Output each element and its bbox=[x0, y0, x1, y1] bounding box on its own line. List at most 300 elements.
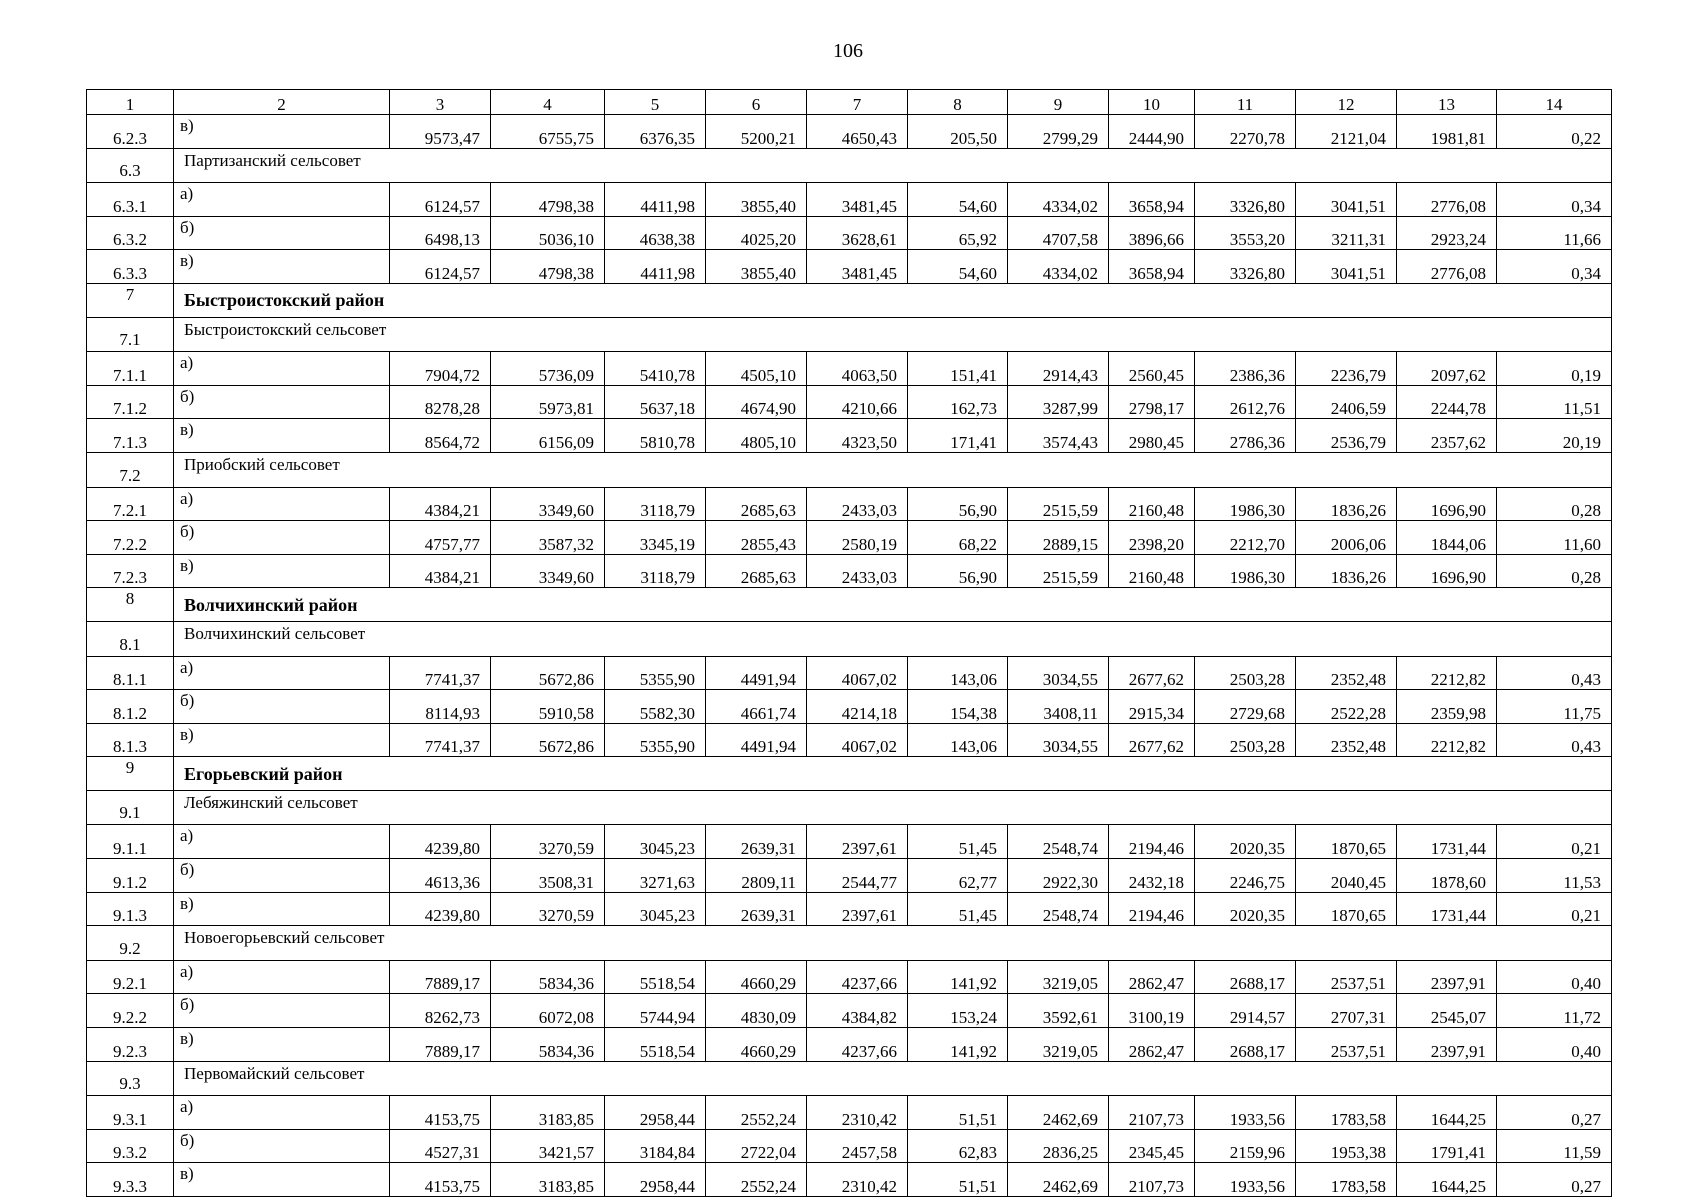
value-cell: 5834,36 bbox=[491, 1028, 605, 1062]
value-cell: 1878,60 bbox=[1397, 859, 1497, 893]
value-cell: 3041,51 bbox=[1296, 250, 1397, 284]
column-number: 4 bbox=[491, 90, 605, 115]
value-cell: 2160,48 bbox=[1109, 487, 1195, 521]
value-cell: 1783,58 bbox=[1296, 1163, 1397, 1197]
value-cell: 5518,54 bbox=[605, 960, 706, 994]
value-cell: 2580,19 bbox=[807, 521, 908, 555]
value-cell: 4334,02 bbox=[1008, 183, 1109, 217]
value-cell: 3481,45 bbox=[807, 183, 908, 217]
row-code: 9.1.2 bbox=[87, 859, 174, 893]
value-cell: 4323,50 bbox=[807, 419, 908, 453]
row-type: б) bbox=[174, 690, 390, 724]
row-type: а) bbox=[174, 960, 390, 994]
row-code: 9.2 bbox=[87, 926, 174, 961]
value-cell: 3628,61 bbox=[807, 216, 908, 250]
value-cell: 51,51 bbox=[908, 1096, 1008, 1130]
value-cell: 0,27 bbox=[1497, 1163, 1612, 1197]
value-cell: 4063,50 bbox=[807, 352, 908, 386]
row-type: в) bbox=[174, 723, 390, 757]
value-cell: 4214,18 bbox=[807, 690, 908, 724]
value-cell: 5355,90 bbox=[605, 723, 706, 757]
row-code: 7.2.1 bbox=[87, 487, 174, 521]
value-cell: 4025,20 bbox=[706, 216, 807, 250]
value-cell: 51,51 bbox=[908, 1163, 1008, 1197]
value-cell: 2160,48 bbox=[1109, 554, 1195, 588]
row-type: а) bbox=[174, 825, 390, 859]
table-row bbox=[87, 1028, 1612, 1062]
value-cell: 2552,24 bbox=[706, 1163, 807, 1197]
value-cell: 0,28 bbox=[1497, 554, 1612, 588]
value-cell: 0,19 bbox=[1497, 352, 1612, 386]
value-cell: 2729,68 bbox=[1195, 690, 1296, 724]
table-row bbox=[87, 419, 1612, 453]
row-type: а) bbox=[174, 487, 390, 521]
row-code: 9.1.3 bbox=[87, 892, 174, 926]
value-cell: 4384,21 bbox=[390, 487, 491, 521]
value-cell: 2798,17 bbox=[1109, 385, 1195, 419]
row-code: 8.1.2 bbox=[87, 690, 174, 724]
value-cell: 4660,29 bbox=[706, 1028, 807, 1062]
column-number: 9 bbox=[1008, 90, 1109, 115]
value-cell: 4757,77 bbox=[390, 521, 491, 555]
column-number: 1 bbox=[87, 90, 174, 115]
row-type: в) bbox=[174, 554, 390, 588]
value-cell: 6124,57 bbox=[390, 183, 491, 217]
value-cell: 2386,36 bbox=[1195, 352, 1296, 386]
value-cell: 3034,55 bbox=[1008, 723, 1109, 757]
value-cell: 2397,61 bbox=[807, 825, 908, 859]
value-cell: 141,92 bbox=[908, 1028, 1008, 1062]
row-type: б) bbox=[174, 859, 390, 893]
value-cell: 2915,34 bbox=[1109, 690, 1195, 724]
row-type: а) bbox=[174, 183, 390, 217]
value-cell: 2398,20 bbox=[1109, 521, 1195, 555]
value-cell: 7889,17 bbox=[390, 960, 491, 994]
value-cell: 2097,62 bbox=[1397, 352, 1497, 386]
value-cell: 4660,29 bbox=[706, 960, 807, 994]
value-cell: 2522,28 bbox=[1296, 690, 1397, 724]
table-row bbox=[87, 352, 1612, 386]
value-cell: 1953,38 bbox=[1296, 1129, 1397, 1163]
row-type: а) bbox=[174, 1096, 390, 1130]
value-cell: 2462,69 bbox=[1008, 1163, 1109, 1197]
value-cell: 2722,04 bbox=[706, 1129, 807, 1163]
row-code: 8.1.1 bbox=[87, 656, 174, 690]
value-cell: 5637,18 bbox=[605, 385, 706, 419]
value-cell: 3855,40 bbox=[706, 250, 807, 284]
value-cell: 6376,35 bbox=[605, 115, 706, 149]
value-cell: 2688,17 bbox=[1195, 1028, 1296, 1062]
value-cell: 2688,17 bbox=[1195, 960, 1296, 994]
value-cell: 1791,41 bbox=[1397, 1129, 1497, 1163]
value-cell: 2515,59 bbox=[1008, 554, 1109, 588]
row-type: в) bbox=[174, 1163, 390, 1197]
value-cell: 2159,96 bbox=[1195, 1129, 1296, 1163]
value-cell: 2889,15 bbox=[1008, 521, 1109, 555]
value-cell: 151,41 bbox=[908, 352, 1008, 386]
value-cell: 5582,30 bbox=[605, 690, 706, 724]
table-row bbox=[87, 994, 1612, 1028]
value-cell: 3045,23 bbox=[605, 892, 706, 926]
table-row bbox=[87, 521, 1612, 555]
value-cell: 2444,90 bbox=[1109, 115, 1195, 149]
value-cell: 0,21 bbox=[1497, 892, 1612, 926]
row-type: а) bbox=[174, 656, 390, 690]
value-cell: 2236,79 bbox=[1296, 352, 1397, 386]
value-cell: 5672,86 bbox=[491, 723, 605, 757]
value-cell: 20,19 bbox=[1497, 419, 1612, 453]
value-cell: 2040,45 bbox=[1296, 859, 1397, 893]
value-cell: 3408,11 bbox=[1008, 690, 1109, 724]
value-cell: 2707,31 bbox=[1296, 994, 1397, 1028]
value-cell: 0,28 bbox=[1497, 487, 1612, 521]
value-cell: 8114,93 bbox=[390, 690, 491, 724]
value-cell: 4239,80 bbox=[390, 892, 491, 926]
value-cell: 1696,90 bbox=[1397, 554, 1497, 588]
value-cell: 3326,80 bbox=[1195, 250, 1296, 284]
column-number: 2 bbox=[174, 90, 390, 115]
value-cell: 3421,57 bbox=[491, 1129, 605, 1163]
row-code: 7.1.3 bbox=[87, 419, 174, 453]
council-title: Новоегорьевский сельсовет bbox=[174, 926, 1612, 961]
district-row bbox=[87, 757, 1612, 791]
value-cell: 7904,72 bbox=[390, 352, 491, 386]
value-cell: 3287,99 bbox=[1008, 385, 1109, 419]
value-cell: 8262,73 bbox=[390, 994, 491, 1028]
value-cell: 2397,91 bbox=[1397, 1028, 1497, 1062]
value-cell: 3896,66 bbox=[1109, 216, 1195, 250]
row-code: 8.1 bbox=[87, 621, 174, 656]
row-code: 7 bbox=[87, 283, 174, 317]
value-cell: 2212,70 bbox=[1195, 521, 1296, 555]
value-cell: 205,50 bbox=[908, 115, 1008, 149]
value-cell: 3592,61 bbox=[1008, 994, 1109, 1028]
value-cell: 2503,28 bbox=[1195, 656, 1296, 690]
district-title: Быстроистокский район bbox=[174, 283, 1612, 317]
tariff-table bbox=[86, 89, 1612, 1197]
value-cell: 2544,77 bbox=[807, 859, 908, 893]
value-cell: 5736,09 bbox=[491, 352, 605, 386]
value-cell: 3271,63 bbox=[605, 859, 706, 893]
value-cell: 2433,03 bbox=[807, 554, 908, 588]
column-number: 12 bbox=[1296, 90, 1397, 115]
value-cell: 143,06 bbox=[908, 656, 1008, 690]
row-code: 9.2.2 bbox=[87, 994, 174, 1028]
row-type: в) bbox=[174, 115, 390, 149]
value-cell: 2914,43 bbox=[1008, 352, 1109, 386]
value-cell: 4237,66 bbox=[807, 960, 908, 994]
value-cell: 4830,09 bbox=[706, 994, 807, 1028]
value-cell: 143,06 bbox=[908, 723, 1008, 757]
value-cell: 2548,74 bbox=[1008, 825, 1109, 859]
value-cell: 4334,02 bbox=[1008, 250, 1109, 284]
table-row bbox=[87, 825, 1612, 859]
value-cell: 2020,35 bbox=[1195, 825, 1296, 859]
value-cell: 11,66 bbox=[1497, 216, 1612, 250]
value-cell: 1981,81 bbox=[1397, 115, 1497, 149]
row-code: 6.3.1 bbox=[87, 183, 174, 217]
district-title: Волчихинский район bbox=[174, 588, 1612, 622]
value-cell: 4411,98 bbox=[605, 250, 706, 284]
value-cell: 2862,47 bbox=[1109, 960, 1195, 994]
row-type: б) bbox=[174, 1129, 390, 1163]
column-number: 13 bbox=[1397, 90, 1497, 115]
value-cell: 56,90 bbox=[908, 554, 1008, 588]
value-cell: 3211,31 bbox=[1296, 216, 1397, 250]
value-cell: 54,60 bbox=[908, 183, 1008, 217]
row-code: 9 bbox=[87, 757, 174, 791]
value-cell: 3270,59 bbox=[491, 892, 605, 926]
council-row bbox=[87, 621, 1612, 656]
row-type: б) bbox=[174, 521, 390, 555]
table-row bbox=[87, 1163, 1612, 1197]
table-row bbox=[87, 554, 1612, 588]
value-cell: 3587,32 bbox=[491, 521, 605, 555]
row-type: в) bbox=[174, 250, 390, 284]
row-code: 8.1.3 bbox=[87, 723, 174, 757]
value-cell: 2537,51 bbox=[1296, 1028, 1397, 1062]
value-cell: 2194,46 bbox=[1109, 892, 1195, 926]
column-number: 6 bbox=[706, 90, 807, 115]
district-row bbox=[87, 283, 1612, 317]
value-cell: 5910,58 bbox=[491, 690, 605, 724]
value-cell: 3034,55 bbox=[1008, 656, 1109, 690]
value-cell: 4527,31 bbox=[390, 1129, 491, 1163]
table-row bbox=[87, 250, 1612, 284]
value-cell: 2809,11 bbox=[706, 859, 807, 893]
value-cell: 3100,19 bbox=[1109, 994, 1195, 1028]
value-cell: 3658,94 bbox=[1109, 183, 1195, 217]
value-cell: 54,60 bbox=[908, 250, 1008, 284]
value-cell: 11,59 bbox=[1497, 1129, 1612, 1163]
value-cell: 62,83 bbox=[908, 1129, 1008, 1163]
value-cell: 6124,57 bbox=[390, 250, 491, 284]
value-cell: 1986,30 bbox=[1195, 554, 1296, 588]
value-cell: 2244,78 bbox=[1397, 385, 1497, 419]
value-cell: 1986,30 bbox=[1195, 487, 1296, 521]
value-cell: 4239,80 bbox=[390, 825, 491, 859]
column-number-row bbox=[87, 90, 1612, 115]
column-number: 3 bbox=[390, 90, 491, 115]
value-cell: 2406,59 bbox=[1296, 385, 1397, 419]
value-cell: 2552,24 bbox=[706, 1096, 807, 1130]
column-number: 14 bbox=[1497, 90, 1612, 115]
value-cell: 5672,86 bbox=[491, 656, 605, 690]
value-cell: 5355,90 bbox=[605, 656, 706, 690]
row-code: 7.1.2 bbox=[87, 385, 174, 419]
value-cell: 2359,98 bbox=[1397, 690, 1497, 724]
row-code: 9.3.2 bbox=[87, 1129, 174, 1163]
council-row bbox=[87, 317, 1612, 352]
value-cell: 162,73 bbox=[908, 385, 1008, 419]
value-cell: 1844,06 bbox=[1397, 521, 1497, 555]
value-cell: 1870,65 bbox=[1296, 892, 1397, 926]
value-cell: 65,92 bbox=[908, 216, 1008, 250]
value-cell: 5973,81 bbox=[491, 385, 605, 419]
value-cell: 7741,37 bbox=[390, 656, 491, 690]
value-cell: 3326,80 bbox=[1195, 183, 1296, 217]
value-cell: 2006,06 bbox=[1296, 521, 1397, 555]
value-cell: 4210,66 bbox=[807, 385, 908, 419]
value-cell: 2536,79 bbox=[1296, 419, 1397, 453]
table-row bbox=[87, 960, 1612, 994]
row-type: б) bbox=[174, 385, 390, 419]
value-cell: 0,21 bbox=[1497, 825, 1612, 859]
value-cell: 2270,78 bbox=[1195, 115, 1296, 149]
value-cell: 2212,82 bbox=[1397, 656, 1497, 690]
value-cell: 2310,42 bbox=[807, 1096, 908, 1130]
value-cell: 4237,66 bbox=[807, 1028, 908, 1062]
council-row bbox=[87, 1061, 1612, 1096]
value-cell: 2862,47 bbox=[1109, 1028, 1195, 1062]
value-cell: 4707,58 bbox=[1008, 216, 1109, 250]
value-cell: 1870,65 bbox=[1296, 825, 1397, 859]
value-cell: 3855,40 bbox=[706, 183, 807, 217]
row-code: 9.3.3 bbox=[87, 1163, 174, 1197]
value-cell: 4384,21 bbox=[390, 554, 491, 588]
value-cell: 2352,48 bbox=[1296, 656, 1397, 690]
value-cell: 4798,38 bbox=[491, 250, 605, 284]
district-title: Егорьевский район bbox=[174, 757, 1612, 791]
value-cell: 2548,74 bbox=[1008, 892, 1109, 926]
value-cell: 2107,73 bbox=[1109, 1096, 1195, 1130]
value-cell: 2560,45 bbox=[1109, 352, 1195, 386]
value-cell: 1644,25 bbox=[1397, 1163, 1497, 1197]
table-row bbox=[87, 656, 1612, 690]
value-cell: 1731,44 bbox=[1397, 892, 1497, 926]
table-body bbox=[87, 90, 1612, 1197]
value-cell: 1644,25 bbox=[1397, 1096, 1497, 1130]
value-cell: 2685,63 bbox=[706, 554, 807, 588]
table-row bbox=[87, 216, 1612, 250]
value-cell: 5200,21 bbox=[706, 115, 807, 149]
value-cell: 0,43 bbox=[1497, 723, 1612, 757]
row-code: 9.2.1 bbox=[87, 960, 174, 994]
value-cell: 11,60 bbox=[1497, 521, 1612, 555]
row-code: 7.1 bbox=[87, 317, 174, 352]
value-cell: 153,24 bbox=[908, 994, 1008, 1028]
value-cell: 11,51 bbox=[1497, 385, 1612, 419]
council-row bbox=[87, 790, 1612, 825]
value-cell: 1836,26 bbox=[1296, 487, 1397, 521]
value-cell: 5036,10 bbox=[491, 216, 605, 250]
value-cell: 3041,51 bbox=[1296, 183, 1397, 217]
value-cell: 0,43 bbox=[1497, 656, 1612, 690]
value-cell: 154,38 bbox=[908, 690, 1008, 724]
value-cell: 51,45 bbox=[908, 825, 1008, 859]
council-row bbox=[87, 452, 1612, 487]
row-type: б) bbox=[174, 216, 390, 250]
value-cell: 68,22 bbox=[908, 521, 1008, 555]
value-cell: 171,41 bbox=[908, 419, 1008, 453]
value-cell: 2345,45 bbox=[1109, 1129, 1195, 1163]
value-cell: 6072,08 bbox=[491, 994, 605, 1028]
row-code: 7.1.1 bbox=[87, 352, 174, 386]
value-cell: 0,40 bbox=[1497, 960, 1612, 994]
value-cell: 6156,09 bbox=[491, 419, 605, 453]
value-cell: 11,75 bbox=[1497, 690, 1612, 724]
value-cell: 3270,59 bbox=[491, 825, 605, 859]
row-code: 9.3 bbox=[87, 1061, 174, 1096]
row-code: 6.3.3 bbox=[87, 250, 174, 284]
row-type: в) bbox=[174, 892, 390, 926]
value-cell: 2799,29 bbox=[1008, 115, 1109, 149]
council-title: Волчихинский сельсовет bbox=[174, 621, 1612, 656]
row-type: а) bbox=[174, 352, 390, 386]
row-code: 8 bbox=[87, 588, 174, 622]
table-row bbox=[87, 723, 1612, 757]
value-cell: 2776,08 bbox=[1397, 183, 1497, 217]
value-cell: 2194,46 bbox=[1109, 825, 1195, 859]
value-cell: 2958,44 bbox=[605, 1163, 706, 1197]
table-row bbox=[87, 892, 1612, 926]
district-row bbox=[87, 588, 1612, 622]
value-cell: 2310,42 bbox=[807, 1163, 908, 1197]
value-cell: 3045,23 bbox=[605, 825, 706, 859]
value-cell: 2246,75 bbox=[1195, 859, 1296, 893]
value-cell: 3118,79 bbox=[605, 554, 706, 588]
council-title: Партизанский сельсовет bbox=[174, 148, 1612, 183]
value-cell: 5744,94 bbox=[605, 994, 706, 1028]
page-number: 106 bbox=[833, 40, 863, 62]
value-cell: 2503,28 bbox=[1195, 723, 1296, 757]
value-cell: 5410,78 bbox=[605, 352, 706, 386]
value-cell: 4505,10 bbox=[706, 352, 807, 386]
value-cell: 2914,57 bbox=[1195, 994, 1296, 1028]
row-code: 6.2.3 bbox=[87, 115, 174, 149]
value-cell: 1933,56 bbox=[1195, 1096, 1296, 1130]
value-cell: 2980,45 bbox=[1109, 419, 1195, 453]
value-cell: 4674,90 bbox=[706, 385, 807, 419]
council-row bbox=[87, 926, 1612, 961]
row-type: в) bbox=[174, 419, 390, 453]
value-cell: 2107,73 bbox=[1109, 1163, 1195, 1197]
value-cell: 4491,94 bbox=[706, 723, 807, 757]
value-cell: 4067,02 bbox=[807, 656, 908, 690]
value-cell: 3508,31 bbox=[491, 859, 605, 893]
value-cell: 2537,51 bbox=[1296, 960, 1397, 994]
value-cell: 4661,74 bbox=[706, 690, 807, 724]
value-cell: 2639,31 bbox=[706, 825, 807, 859]
value-cell: 2397,61 bbox=[807, 892, 908, 926]
value-cell: 2677,62 bbox=[1109, 723, 1195, 757]
value-cell: 2685,63 bbox=[706, 487, 807, 521]
value-cell: 11,72 bbox=[1497, 994, 1612, 1028]
value-cell: 9573,47 bbox=[390, 115, 491, 149]
value-cell: 0,34 bbox=[1497, 250, 1612, 284]
value-cell: 4650,43 bbox=[807, 115, 908, 149]
value-cell: 4805,10 bbox=[706, 419, 807, 453]
value-cell: 0,40 bbox=[1497, 1028, 1612, 1062]
value-cell: 2922,30 bbox=[1008, 859, 1109, 893]
value-cell: 3658,94 bbox=[1109, 250, 1195, 284]
value-cell: 2515,59 bbox=[1008, 487, 1109, 521]
value-cell: 3345,19 bbox=[605, 521, 706, 555]
value-cell: 2776,08 bbox=[1397, 250, 1497, 284]
value-cell: 3184,84 bbox=[605, 1129, 706, 1163]
value-cell: 2433,03 bbox=[807, 487, 908, 521]
value-cell: 3349,60 bbox=[491, 554, 605, 588]
council-title: Лебяжинский сельсовет bbox=[174, 790, 1612, 825]
value-cell: 4613,36 bbox=[390, 859, 491, 893]
value-cell: 2357,62 bbox=[1397, 419, 1497, 453]
value-cell: 8564,72 bbox=[390, 419, 491, 453]
value-cell: 2855,43 bbox=[706, 521, 807, 555]
row-type: в) bbox=[174, 1028, 390, 1062]
value-cell: 2397,91 bbox=[1397, 960, 1497, 994]
column-number: 10 bbox=[1109, 90, 1195, 115]
value-cell: 3183,85 bbox=[491, 1163, 605, 1197]
